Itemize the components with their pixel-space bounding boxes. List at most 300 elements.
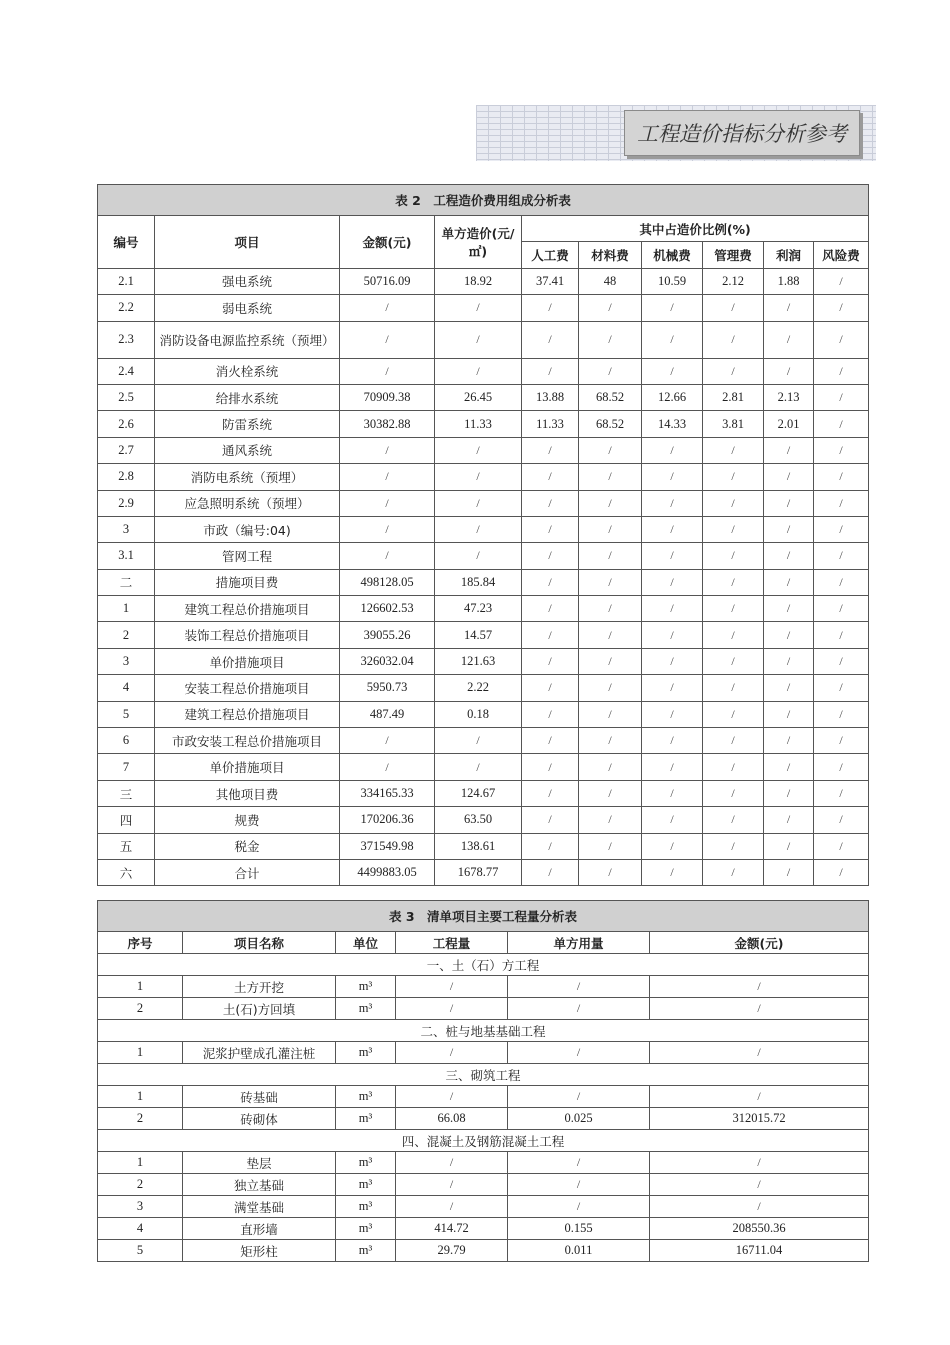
- cell-profit: 2.13: [764, 384, 814, 410]
- cell-material: /: [579, 780, 642, 806]
- cell-management: /: [703, 807, 764, 833]
- cell-unit-price: /: [435, 321, 522, 358]
- table-row: [98, 807, 869, 833]
- cell-material: /: [579, 728, 642, 754]
- cost-composition-table: [97, 184, 869, 886]
- cell-management: /: [703, 648, 764, 674]
- cell-amount: /: [340, 358, 435, 384]
- cell-labor: 37.41: [522, 268, 579, 294]
- cell-management: /: [703, 833, 764, 859]
- cell-material: /: [579, 516, 642, 542]
- cell-per-sqm: 0.025: [508, 1108, 650, 1130]
- cell-profit: /: [764, 437, 814, 463]
- col-header-item: 项目: [155, 216, 340, 269]
- cell-unit-price: 47.23: [435, 596, 522, 622]
- cell-item: 其他项目费: [155, 780, 340, 806]
- cell-management: /: [703, 780, 764, 806]
- table-row: [98, 490, 869, 516]
- cell-material: /: [579, 701, 642, 727]
- cell-per-sqm: /: [508, 1042, 650, 1064]
- cell-no: 2.5: [98, 384, 155, 410]
- cell-item: 安装工程总价措施项目: [155, 675, 340, 701]
- cell-risk: /: [814, 437, 869, 463]
- cell-management: 3.81: [703, 411, 764, 437]
- cell-no: 2.9: [98, 490, 155, 516]
- cell-item: 单价措施项目: [155, 754, 340, 780]
- cell-name: 满堂基础: [183, 1196, 336, 1218]
- cell-unit-price: 14.57: [435, 622, 522, 648]
- cell-amount: /: [340, 516, 435, 542]
- cell-qty: /: [396, 998, 508, 1020]
- cell-labor: /: [522, 543, 579, 569]
- cell-item: 装饰工程总价措施项目: [155, 622, 340, 648]
- cell-amount: /: [340, 464, 435, 490]
- cell-profit: /: [764, 833, 814, 859]
- col-header-labor: 人工费: [522, 242, 579, 268]
- table-row: [98, 437, 869, 463]
- cell-name: 土(石)方回填: [183, 998, 336, 1020]
- cell-seq: 1: [98, 1152, 183, 1174]
- cell-per-sqm: /: [508, 1152, 650, 1174]
- col-header-unit: 单位: [336, 932, 396, 954]
- cell-unit-price: 0.18: [435, 701, 522, 727]
- cell-seq: 1: [98, 1086, 183, 1108]
- cell-amount: 39055.26: [340, 622, 435, 648]
- cell-labor: /: [522, 569, 579, 595]
- cell-profit: /: [764, 728, 814, 754]
- cell-per-sqm: /: [508, 976, 650, 998]
- cell-name: 矩形柱: [183, 1240, 336, 1262]
- cell-amount: 487.49: [340, 701, 435, 727]
- cell-amount: /: [340, 437, 435, 463]
- cell-item: 规费: [155, 807, 340, 833]
- cell-amount: /: [340, 728, 435, 754]
- cell-machine: /: [642, 358, 703, 384]
- cell-profit: 2.01: [764, 411, 814, 437]
- col-header-qty: 工程量: [396, 932, 508, 954]
- col-header-risk: 风险费: [814, 242, 869, 268]
- cell-name: 泥浆护壁成孔灌注桩: [183, 1042, 336, 1064]
- cell-risk: /: [814, 701, 869, 727]
- cell-name: 垫层: [183, 1152, 336, 1174]
- cell-labor: /: [522, 464, 579, 490]
- cell-labor: /: [522, 622, 579, 648]
- section-row: [98, 1020, 869, 1042]
- cell-unit-price: 185.84: [435, 569, 522, 595]
- table-row: [98, 516, 869, 542]
- table-row: [98, 411, 869, 437]
- cell-machine: /: [642, 675, 703, 701]
- cell-no: 三: [98, 780, 155, 806]
- cell-unit: m³: [336, 1218, 396, 1240]
- table-row: [98, 295, 869, 321]
- cell-unit-price: 26.45: [435, 384, 522, 410]
- cell-management: 2.81: [703, 384, 764, 410]
- table-row: [98, 1218, 869, 1240]
- cell-profit: /: [764, 516, 814, 542]
- cell-no: 1: [98, 596, 155, 622]
- cell-unit: m³: [336, 1086, 396, 1108]
- cell-no: 6: [98, 728, 155, 754]
- cell-management: /: [703, 516, 764, 542]
- cell-item: 建筑工程总价措施项目: [155, 701, 340, 727]
- cell-item: 管网工程: [155, 543, 340, 569]
- cell-risk: /: [814, 411, 869, 437]
- cell-profit: /: [764, 464, 814, 490]
- cell-item: 单价措施项目: [155, 648, 340, 674]
- col-header-per-sqm: 单方用量: [508, 932, 650, 954]
- cell-amount: 50716.09: [340, 268, 435, 294]
- cell-item: 消防电系统（预埋）: [155, 464, 340, 490]
- cell-material: /: [579, 437, 642, 463]
- cell-profit: /: [764, 648, 814, 674]
- cell-labor: /: [522, 648, 579, 674]
- cell-machine: /: [642, 569, 703, 595]
- cell-unit-price: 138.61: [435, 833, 522, 859]
- cell-material: /: [579, 464, 642, 490]
- cell-no: 二: [98, 569, 155, 595]
- cell-material: /: [579, 675, 642, 701]
- cell-item: 市政安装工程总价措施项目: [155, 728, 340, 754]
- cell-amount: 30382.88: [340, 411, 435, 437]
- cell-unit-price: 2.22: [435, 675, 522, 701]
- section-row: [98, 1130, 869, 1152]
- cell-machine: /: [642, 754, 703, 780]
- cell-item: 弱电系统: [155, 295, 340, 321]
- table-row: [98, 976, 869, 998]
- cell-item: 给排水系统: [155, 384, 340, 410]
- cell-unit-price: 121.63: [435, 648, 522, 674]
- col-header-no: 编号: [98, 216, 155, 269]
- cell-material: /: [579, 833, 642, 859]
- cell-amount: 498128.05: [340, 569, 435, 595]
- cell-material: 68.52: [579, 384, 642, 410]
- cell-unit: m³: [336, 1042, 396, 1064]
- cell-no: 六: [98, 859, 155, 885]
- cell-seq: 1: [98, 1042, 183, 1064]
- cell-name: 直形墙: [183, 1218, 336, 1240]
- cell-amount: 16711.04: [650, 1240, 869, 1262]
- cell-material: 48: [579, 268, 642, 294]
- cell-machine: /: [642, 728, 703, 754]
- cell-unit: m³: [336, 1240, 396, 1262]
- cell-name: 独立基础: [183, 1174, 336, 1196]
- table-row: [98, 1196, 869, 1218]
- cell-machine: /: [642, 490, 703, 516]
- table-row: [98, 1174, 869, 1196]
- cell-material: /: [579, 490, 642, 516]
- cell-qty: 414.72: [396, 1218, 508, 1240]
- cell-per-sqm: /: [508, 1174, 650, 1196]
- cell-amount: 170206.36: [340, 807, 435, 833]
- cell-material: 68.52: [579, 411, 642, 437]
- cell-labor: /: [522, 754, 579, 780]
- cell-no: 3: [98, 648, 155, 674]
- cell-machine: /: [642, 464, 703, 490]
- cell-name: 土方开挖: [183, 976, 336, 998]
- cell-management: /: [703, 490, 764, 516]
- cell-profit: 1.88: [764, 268, 814, 294]
- cell-unit-price: /: [435, 516, 522, 542]
- table-row: [98, 754, 869, 780]
- cell-no: 2.2: [98, 295, 155, 321]
- cell-machine: /: [642, 321, 703, 358]
- cell-amount: /: [340, 321, 435, 358]
- table-row: [98, 1240, 869, 1262]
- col-header-profit: 利润: [764, 242, 814, 268]
- cell-seq: 2: [98, 1174, 183, 1196]
- cell-labor: /: [522, 358, 579, 384]
- cell-qty: /: [396, 1042, 508, 1064]
- cell-no: 3.1: [98, 543, 155, 569]
- cell-risk: /: [814, 321, 869, 358]
- cell-management: /: [703, 543, 764, 569]
- table-row: [98, 622, 869, 648]
- cell-management: /: [703, 596, 764, 622]
- col-header-machine: 机械费: [642, 242, 703, 268]
- cell-risk: /: [814, 464, 869, 490]
- cell-amount: 4499883.05: [340, 859, 435, 885]
- cell-seq: 2: [98, 1108, 183, 1130]
- cell-management: /: [703, 675, 764, 701]
- cell-labor: 11.33: [522, 411, 579, 437]
- cell-machine: 14.33: [642, 411, 703, 437]
- cell-management: /: [703, 622, 764, 648]
- cell-machine: /: [642, 833, 703, 859]
- cell-no: 2.3: [98, 321, 155, 358]
- cell-item: 通风系统: [155, 437, 340, 463]
- cell-labor: /: [522, 833, 579, 859]
- cell-management: /: [703, 321, 764, 358]
- cell-labor: /: [522, 701, 579, 727]
- cell-item: 建筑工程总价措施项目: [155, 596, 340, 622]
- col-header-material: 材料费: [579, 242, 642, 268]
- header-title: 工程造价指标分析参考: [624, 110, 860, 156]
- table-row: [98, 728, 869, 754]
- cell-unit-price: /: [435, 728, 522, 754]
- table-row: [98, 1108, 869, 1130]
- cell-machine: /: [642, 516, 703, 542]
- cell-material: /: [579, 754, 642, 780]
- cell-unit-price: /: [435, 295, 522, 321]
- cell-labor: /: [522, 437, 579, 463]
- table-row: [98, 701, 869, 727]
- table-row: [98, 780, 869, 806]
- cell-risk: /: [814, 833, 869, 859]
- cell-name: 砖基础: [183, 1086, 336, 1108]
- cell-material: /: [579, 321, 642, 358]
- cell-amount: /: [340, 754, 435, 780]
- cell-amount: /: [650, 1042, 869, 1064]
- section-title: 三、砌筑工程: [98, 1064, 869, 1086]
- table-row: [98, 648, 869, 674]
- cell-no: 2.1: [98, 268, 155, 294]
- cell-profit: /: [764, 569, 814, 595]
- cell-qty: /: [396, 1174, 508, 1196]
- cell-unit-price: 63.50: [435, 807, 522, 833]
- cell-unit: m³: [336, 1174, 396, 1196]
- cell-amount: 70909.38: [340, 384, 435, 410]
- table-row: [98, 859, 869, 885]
- cell-labor: /: [522, 321, 579, 358]
- cell-profit: /: [764, 701, 814, 727]
- cell-unit-price: 18.92: [435, 268, 522, 294]
- cell-risk: /: [814, 780, 869, 806]
- cell-labor: /: [522, 516, 579, 542]
- cell-per-sqm: /: [508, 998, 650, 1020]
- cell-risk: /: [814, 384, 869, 410]
- cell-amount: /: [650, 976, 869, 998]
- col-header-amount: 金额(元): [650, 932, 869, 954]
- cell-management: /: [703, 754, 764, 780]
- col-header-name: 项目名称: [183, 932, 336, 954]
- cell-amount: 334165.33: [340, 780, 435, 806]
- cell-risk: /: [814, 295, 869, 321]
- table-row: [98, 675, 869, 701]
- cell-name: 砖砌体: [183, 1108, 336, 1130]
- cell-unit: m³: [336, 998, 396, 1020]
- cell-unit-price: 124.67: [435, 780, 522, 806]
- cell-profit: /: [764, 543, 814, 569]
- cell-item: 税金: [155, 833, 340, 859]
- cell-amount: /: [650, 1152, 869, 1174]
- cell-per-sqm: 0.011: [508, 1240, 650, 1262]
- cell-no: 2.8: [98, 464, 155, 490]
- cell-amount: 126602.53: [340, 596, 435, 622]
- cell-risk: /: [814, 754, 869, 780]
- cell-item: 消火栓系统: [155, 358, 340, 384]
- section-title: 四、混凝土及钢筋混凝土工程: [98, 1130, 869, 1152]
- cell-risk: /: [814, 859, 869, 885]
- cell-risk: /: [814, 622, 869, 648]
- cell-unit-price: /: [435, 437, 522, 463]
- cell-risk: /: [814, 490, 869, 516]
- cell-unit-price: /: [435, 754, 522, 780]
- cell-unit-price: /: [435, 464, 522, 490]
- cell-material: /: [579, 358, 642, 384]
- table-row: [98, 543, 869, 569]
- table-row: [98, 569, 869, 595]
- cell-amount: /: [650, 1174, 869, 1196]
- cell-management: 2.12: [703, 268, 764, 294]
- cell-qty: /: [396, 1086, 508, 1108]
- cell-machine: /: [642, 622, 703, 648]
- cell-profit: /: [764, 321, 814, 358]
- cell-amount: 5950.73: [340, 675, 435, 701]
- cell-material: /: [579, 543, 642, 569]
- section-title: 二、桩与地基基础工程: [98, 1020, 869, 1042]
- cell-labor: 13.88: [522, 384, 579, 410]
- cell-unit-price: 1678.77: [435, 859, 522, 885]
- cell-item: 应急照明系统（预埋）: [155, 490, 340, 516]
- table-row: [98, 384, 869, 410]
- cell-management: /: [703, 295, 764, 321]
- cell-no: 4: [98, 675, 155, 701]
- cell-machine: /: [642, 648, 703, 674]
- cell-seq: 3: [98, 1196, 183, 1218]
- cell-risk: /: [814, 543, 869, 569]
- cell-labor: /: [522, 780, 579, 806]
- cell-item: 措施项目费: [155, 569, 340, 595]
- cell-profit: /: [764, 859, 814, 885]
- cell-qty: 29.79: [396, 1240, 508, 1262]
- cell-labor: /: [522, 807, 579, 833]
- cell-seq: 2: [98, 998, 183, 1020]
- cell-machine: 10.59: [642, 268, 703, 294]
- table-row: [98, 321, 869, 358]
- cell-profit: /: [764, 675, 814, 701]
- cell-no: 2.7: [98, 437, 155, 463]
- cell-no: 五: [98, 833, 155, 859]
- cell-profit: /: [764, 754, 814, 780]
- cell-amount: 312015.72: [650, 1108, 869, 1130]
- cell-machine: /: [642, 780, 703, 806]
- cell-risk: /: [814, 648, 869, 674]
- cell-labor: /: [522, 295, 579, 321]
- cell-item: 市政（编号:04): [155, 516, 340, 542]
- table-row: [98, 998, 869, 1020]
- table-row: [98, 1152, 869, 1174]
- cell-per-sqm: 0.155: [508, 1218, 650, 1240]
- cell-material: /: [579, 807, 642, 833]
- section-row: [98, 954, 869, 976]
- cell-management: /: [703, 358, 764, 384]
- cell-qty: 66.08: [396, 1108, 508, 1130]
- cell-unit: m³: [336, 976, 396, 998]
- cell-profit: /: [764, 358, 814, 384]
- cell-risk: /: [814, 675, 869, 701]
- cell-amount: /: [650, 1086, 869, 1108]
- cell-management: /: [703, 859, 764, 885]
- cell-material: /: [579, 596, 642, 622]
- cell-labor: /: [522, 596, 579, 622]
- table-row: [98, 833, 869, 859]
- cell-management: /: [703, 464, 764, 490]
- cell-management: /: [703, 701, 764, 727]
- cell-seq: 1: [98, 976, 183, 998]
- cell-no: 四: [98, 807, 155, 833]
- cell-machine: /: [642, 701, 703, 727]
- section-row: [98, 1064, 869, 1086]
- table-row: [98, 358, 869, 384]
- cell-seq: 5: [98, 1240, 183, 1262]
- table-row: [98, 1042, 869, 1064]
- cell-amount: /: [650, 1196, 869, 1218]
- cell-risk: /: [814, 569, 869, 595]
- cell-machine: /: [642, 295, 703, 321]
- col-header-amount: 金额(元): [340, 216, 435, 269]
- cell-labor: /: [522, 490, 579, 516]
- cell-no: 2.6: [98, 411, 155, 437]
- cell-material: /: [579, 622, 642, 648]
- cell-qty: /: [396, 1196, 508, 1218]
- cell-item: 强电系统: [155, 268, 340, 294]
- cell-qty: /: [396, 976, 508, 998]
- table3-title: 表 3 清单项目主要工程量分析表: [98, 901, 869, 932]
- cell-unit-price: 11.33: [435, 411, 522, 437]
- col-header-ratio-group: 其中占造价比例(%): [522, 216, 869, 242]
- cell-labor: /: [522, 728, 579, 754]
- cell-per-sqm: /: [508, 1086, 650, 1108]
- cell-amount: 208550.36: [650, 1218, 869, 1240]
- col-header-management: 管理费: [703, 242, 764, 268]
- cell-management: /: [703, 569, 764, 595]
- cell-amount: 326032.04: [340, 648, 435, 674]
- cell-amount: /: [340, 295, 435, 321]
- table2-title: 表 2 工程造价费用组成分析表: [98, 185, 869, 216]
- cell-profit: /: [764, 295, 814, 321]
- cell-risk: /: [814, 268, 869, 294]
